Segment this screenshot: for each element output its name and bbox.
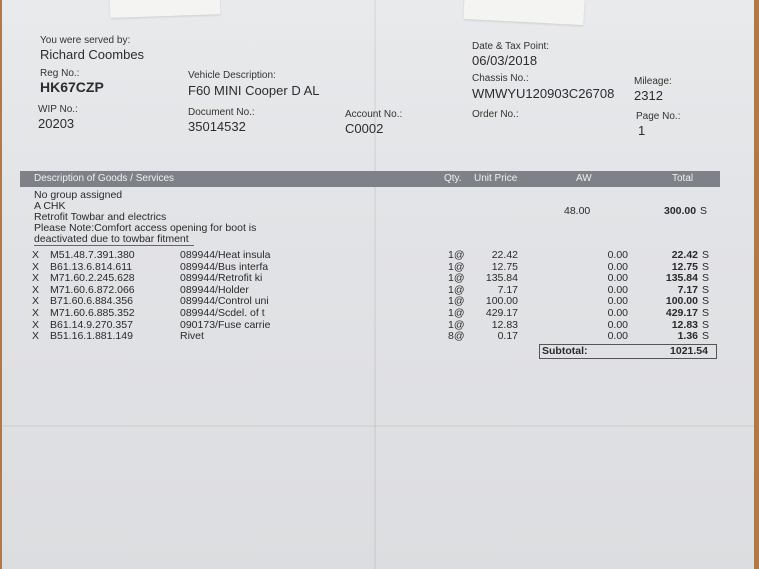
item-aw: 0.00: [607, 330, 628, 343]
served-by-label: You were served by:: [40, 35, 131, 46]
item-mark: X: [32, 318, 40, 331]
chassis-no-label: Chassis No.:: [472, 73, 529, 84]
order-no-label: Order No.:: [472, 109, 519, 120]
table-row: [2, 307, 754, 319]
date-value: 06/03/2018: [472, 53, 538, 68]
table-header-bar: [20, 171, 720, 187]
item-price: 135.84: [485, 272, 518, 285]
item-desc: 089944/Control uni: [180, 295, 269, 308]
item-qty: 1@: [448, 318, 465, 331]
item-mark: X: [32, 272, 40, 285]
item-qty: 1@: [448, 295, 465, 308]
item-qty: 8@: [448, 330, 465, 343]
reg-no-label: Reg No.:: [40, 68, 80, 79]
page-no-label: Page No.:: [636, 111, 681, 122]
item-price: 12.75: [491, 260, 518, 273]
item-desc: 089944/Scdel. of t: [180, 307, 265, 319]
column-total: Total: [672, 173, 694, 184]
item-tax: S: [702, 330, 710, 343]
item-total: 1.36: [677, 330, 698, 343]
table-row: [2, 295, 754, 307]
item-aw: 0.00: [607, 260, 628, 273]
item-price: 12.83: [491, 318, 518, 331]
chassis-no-value: WMWYU120903C26708: [472, 86, 615, 101]
item-aw: 0.00: [607, 283, 628, 296]
item-total: 135.84: [665, 272, 698, 285]
account-no-label: Account No.:: [345, 109, 403, 120]
item-mark: X: [32, 283, 40, 296]
note-divider: [34, 245, 194, 246]
item-price: 429.17: [485, 307, 518, 319]
item-total: 7.17: [677, 283, 698, 296]
item-aw: 0.00: [607, 295, 628, 308]
job-aw: 48.00: [564, 205, 591, 217]
item-price: 7.17: [497, 283, 518, 296]
table-row: [2, 272, 754, 284]
item-aw: 0.00: [607, 307, 628, 319]
item-tax: S: [702, 249, 710, 261]
item-mark: X: [32, 249, 40, 261]
item-price: 22.42: [491, 249, 518, 261]
document-no-value: 35014532: [188, 119, 246, 134]
table-row: [2, 319, 754, 331]
item-mark: X: [32, 295, 40, 308]
item-qty: 1@: [448, 249, 465, 261]
job-code: A CHK: [34, 200, 66, 212]
item-tax: S: [702, 318, 710, 331]
table-row: [2, 249, 754, 261]
subtotal-box: [539, 344, 717, 359]
page-no-value: 1: [638, 123, 646, 138]
item-tax: S: [702, 260, 710, 273]
subtotal-value: 1021.54: [670, 345, 708, 357]
item-mark: X: [32, 260, 40, 273]
item-aw: 0.00: [607, 318, 628, 331]
note-line-1: Please Note:Comfort access opening for boot is: [34, 222, 257, 234]
tape-strip-right: [463, 0, 584, 25]
item-tax: S: [702, 307, 710, 319]
note-line-2: deactivated due to towbar fitment: [34, 233, 189, 245]
mileage-label: Mileage:: [634, 76, 672, 87]
column-description: Description of Goods / Services: [34, 173, 175, 184]
item-desc: 090173/Fuse carrie: [180, 318, 271, 331]
item-part: M71.60.6.872.066: [50, 283, 135, 296]
item-total: 100.00: [665, 295, 698, 308]
item-price: 0.17: [497, 330, 518, 343]
item-qty: 1@: [448, 307, 465, 319]
reg-no-value: HK67CZP: [40, 79, 104, 95]
item-part: M51.48.7.391.380: [50, 249, 135, 261]
item-mark: X: [32, 330, 40, 343]
wip-no-label: WIP No.:: [38, 104, 78, 115]
job-title: Retrofit Towbar and electrics: [34, 211, 167, 223]
group-line: No group assigned: [34, 189, 123, 201]
mileage-value: 2312: [634, 88, 663, 103]
table-row: [2, 261, 754, 273]
document-no-label: Document No.:: [188, 107, 255, 118]
tape-strip-left: [110, 0, 221, 18]
paper-fold-horizontal: [2, 425, 754, 427]
item-aw: 0.00: [607, 249, 628, 261]
item-desc: 089944/Retrofit ki: [180, 272, 263, 285]
account-no-value: C0002: [345, 121, 384, 136]
item-tax: S: [702, 272, 710, 285]
subtotal-label: Subtotal:: [542, 345, 588, 357]
item-mark: X: [32, 307, 40, 319]
item-aw: 0.00: [607, 272, 628, 285]
item-part: M71.60.2.245.628: [50, 272, 135, 285]
item-total: 12.83: [671, 318, 698, 331]
item-desc: 089944/Holder: [180, 283, 249, 296]
column-unit-price: Unit Price: [474, 173, 518, 184]
item-qty: 1@: [448, 260, 465, 273]
table-row: [2, 284, 754, 296]
column-qty: Qty.: [444, 173, 462, 184]
item-qty: 1@: [448, 272, 465, 285]
item-desc: Rivet: [180, 330, 204, 343]
item-total: 429.17: [665, 307, 698, 319]
column-aw: AW: [576, 173, 592, 184]
date-label: Date & Tax Point:: [472, 41, 550, 52]
item-qty: 1@: [448, 283, 465, 296]
vehicle-description-value: F60 MINI Cooper D AL: [188, 83, 320, 98]
item-part: B61.13.6.814.611: [50, 260, 133, 273]
item-tax: S: [702, 295, 710, 308]
item-total: 12.75: [671, 260, 698, 273]
item-tax: S: [702, 283, 710, 296]
item-part: M71.60.6.885.352: [50, 307, 135, 319]
wip-no-value: 20203: [38, 116, 75, 131]
invoice-sheet: [2, 0, 754, 569]
table-row: [2, 330, 754, 342]
item-part: B61.14.9.270.357: [50, 318, 133, 331]
job-tax-code: S: [700, 205, 708, 217]
vehicle-description-label: Vehicle Description:: [188, 70, 276, 81]
item-price: 100.00: [485, 295, 518, 308]
item-total: 22.42: [671, 249, 698, 261]
item-part: B71.60.6.884.356: [50, 295, 133, 308]
served-by-value: Richard Coombes: [40, 47, 145, 62]
job-total: 300.00: [664, 205, 697, 217]
item-desc: 089944/Heat insula: [180, 249, 271, 261]
item-desc: 089944/Bus interfa: [180, 260, 269, 273]
item-part: B51.16.1.881.149: [50, 330, 133, 343]
